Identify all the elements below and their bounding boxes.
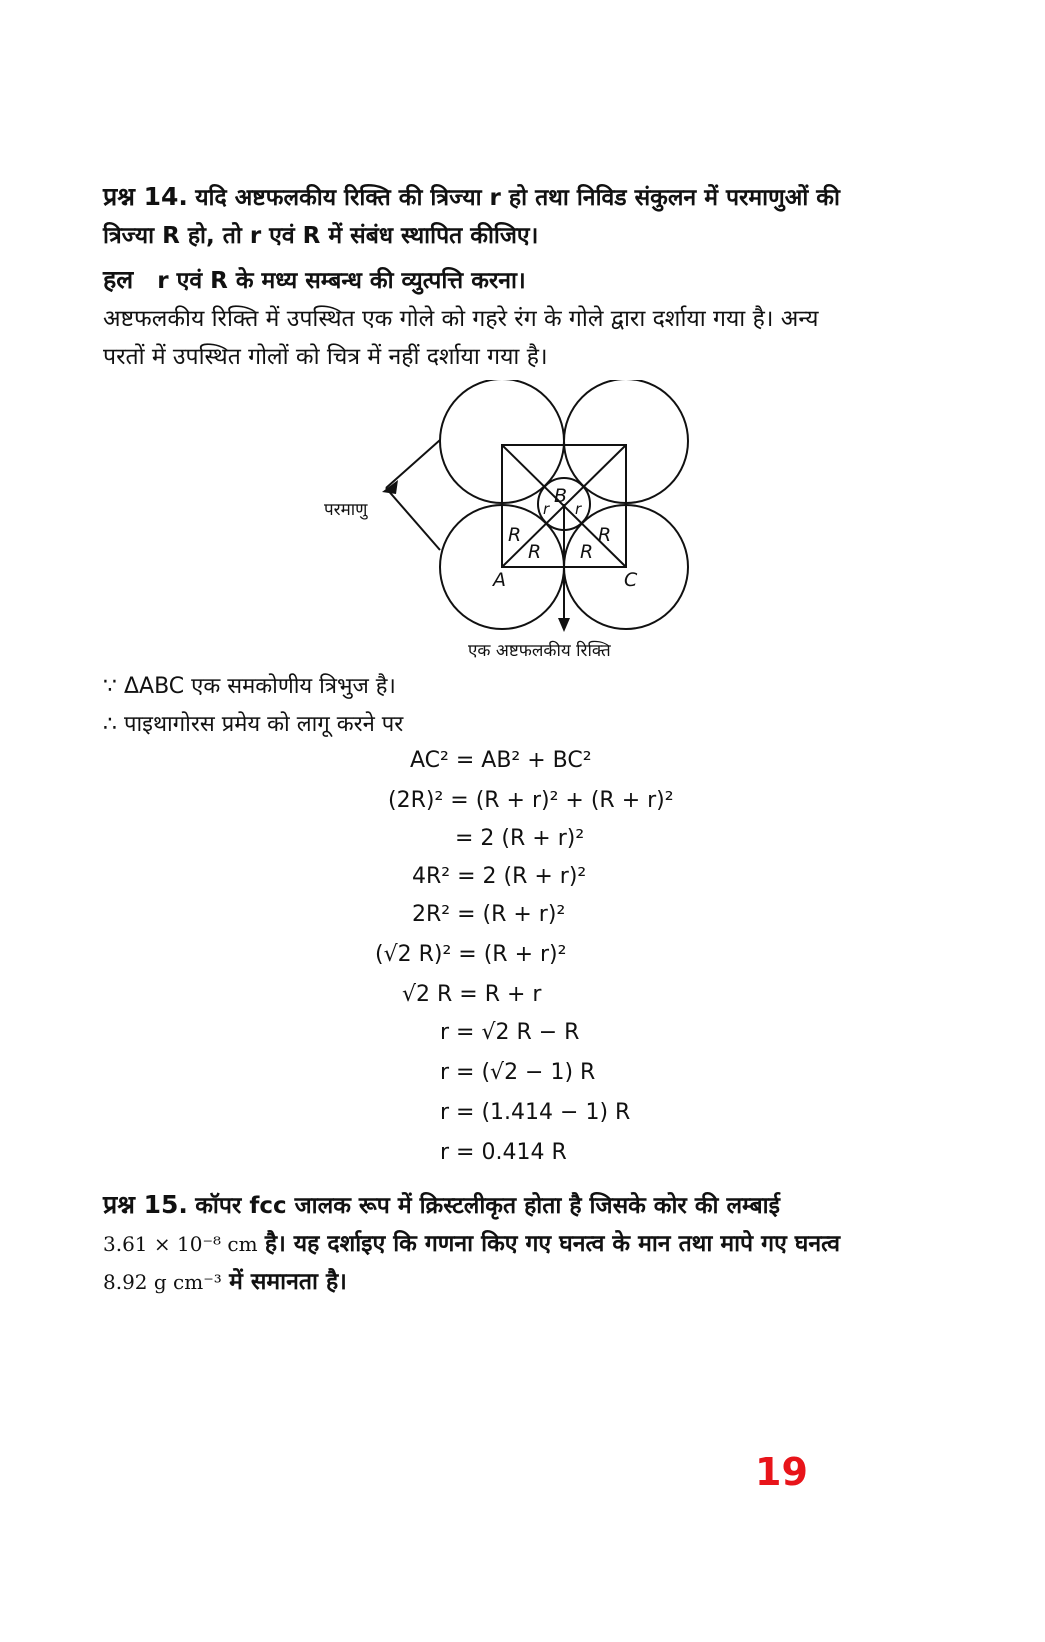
- equation-10: r = (1.414 − 1) R: [440, 1100, 631, 1125]
- density-value: 8.92 g cm⁻³: [103, 1270, 222, 1294]
- point-c-label: C: [624, 569, 638, 591]
- point-b-label: B: [554, 485, 568, 507]
- question-15: [103, 1186, 953, 1301]
- question-15-text-line3: में समानता है।: [229, 1269, 347, 1295]
- question-15-text-line1: कॉपर fcc जालक रूप में क्रिस्टलीकृत होता है जिसके कोर की लम्बाई: [195, 1193, 780, 1219]
- void-radius-label-left: r: [543, 500, 550, 518]
- octahedral-void-diagram: [316, 380, 716, 680]
- equation-11: r = 0.414 R: [440, 1140, 567, 1165]
- therefore-statement: ∴ पाइथागोरस प्रमेय को लागू करने पर: [103, 712, 404, 737]
- equation-9: r = (√2 − 1) R: [440, 1060, 596, 1085]
- equation-8: r = √2 R − R: [440, 1020, 580, 1045]
- edge-length-value: 3.61 × 10⁻⁸ cm: [103, 1232, 258, 1256]
- atom-pointer-line-top: [386, 440, 440, 488]
- solution-heading: [103, 262, 526, 296]
- radius-label-left-upper: R: [508, 524, 522, 546]
- radius-label-right-upper: R: [598, 524, 612, 546]
- equation-5: 2R² = (R + r)²: [412, 902, 566, 927]
- equation-3: = 2 (R + r)²: [455, 826, 585, 851]
- equation-4: 4R² = 2 (R + r)²: [412, 864, 587, 889]
- equation-6: (√2 R)² = (R + r)²: [375, 942, 567, 967]
- solution-title: r एवं R के मध्य सम्बन्ध की व्युत्पत्ति करना।: [157, 268, 526, 294]
- atom-pointer-line-bottom: [386, 488, 440, 550]
- question-15-text-line2: है। यह दर्शाइए कि गणना किए गए घनत्व के मान तथा मापे गए घनत्व: [264, 1231, 841, 1257]
- question-15-label: प्रश्न 15.: [103, 1190, 188, 1219]
- equation-1: AC² = AB² + BC²: [410, 748, 592, 773]
- since-statement: ∵ ΔABC एक समकोणीय त्रिभुज है।: [103, 674, 396, 699]
- question-14-label: प्रश्न 14.: [103, 182, 188, 211]
- question-14-text-line2: त्रिज्या R हो, तो r एवं R में संबंध स्थापित कीजिए।: [103, 223, 539, 249]
- question-14-text-line1: यदि अष्टफलकीय रिक्ति की त्रिज्या r हो तथा निविड संकुलन में परमाणुओं की: [195, 185, 840, 211]
- atom-arrow-head: [382, 480, 398, 494]
- intro-paragraph: [103, 300, 953, 376]
- question-14-line1: [103, 178, 953, 217]
- question-15-line2: [103, 1225, 953, 1263]
- page-number: 19: [755, 1450, 808, 1494]
- point-a-label: A: [493, 569, 506, 591]
- equation-7: √2 R = R + r: [402, 982, 542, 1007]
- intro-line1: अष्टफलकीय रिक्ति में उपस्थित एक गोले को गहरे रंग के गोले द्वारा दर्शाया गया है। अन्य: [103, 306, 819, 332]
- radius-label-right-lower: R: [580, 541, 594, 563]
- void-radius-label-right: r: [575, 500, 582, 518]
- question-14: [103, 178, 953, 255]
- equation-2: (2R)² = (R + r)² + (R + r)²: [388, 788, 674, 813]
- question-15-line3: [103, 1263, 953, 1301]
- solution-label: हल: [103, 265, 134, 294]
- void-label: एक अष्टफलकीय रिक्ति: [468, 641, 611, 661]
- void-arrow-head: [558, 618, 570, 632]
- intro-line2: परतों में उपस्थित गोलों को चित्र में नहीं दर्शाया गया है।: [103, 344, 548, 370]
- radius-label-left-lower: R: [528, 541, 542, 563]
- atom-label: परमाणु: [324, 500, 368, 520]
- question-15-line1: [103, 1186, 953, 1225]
